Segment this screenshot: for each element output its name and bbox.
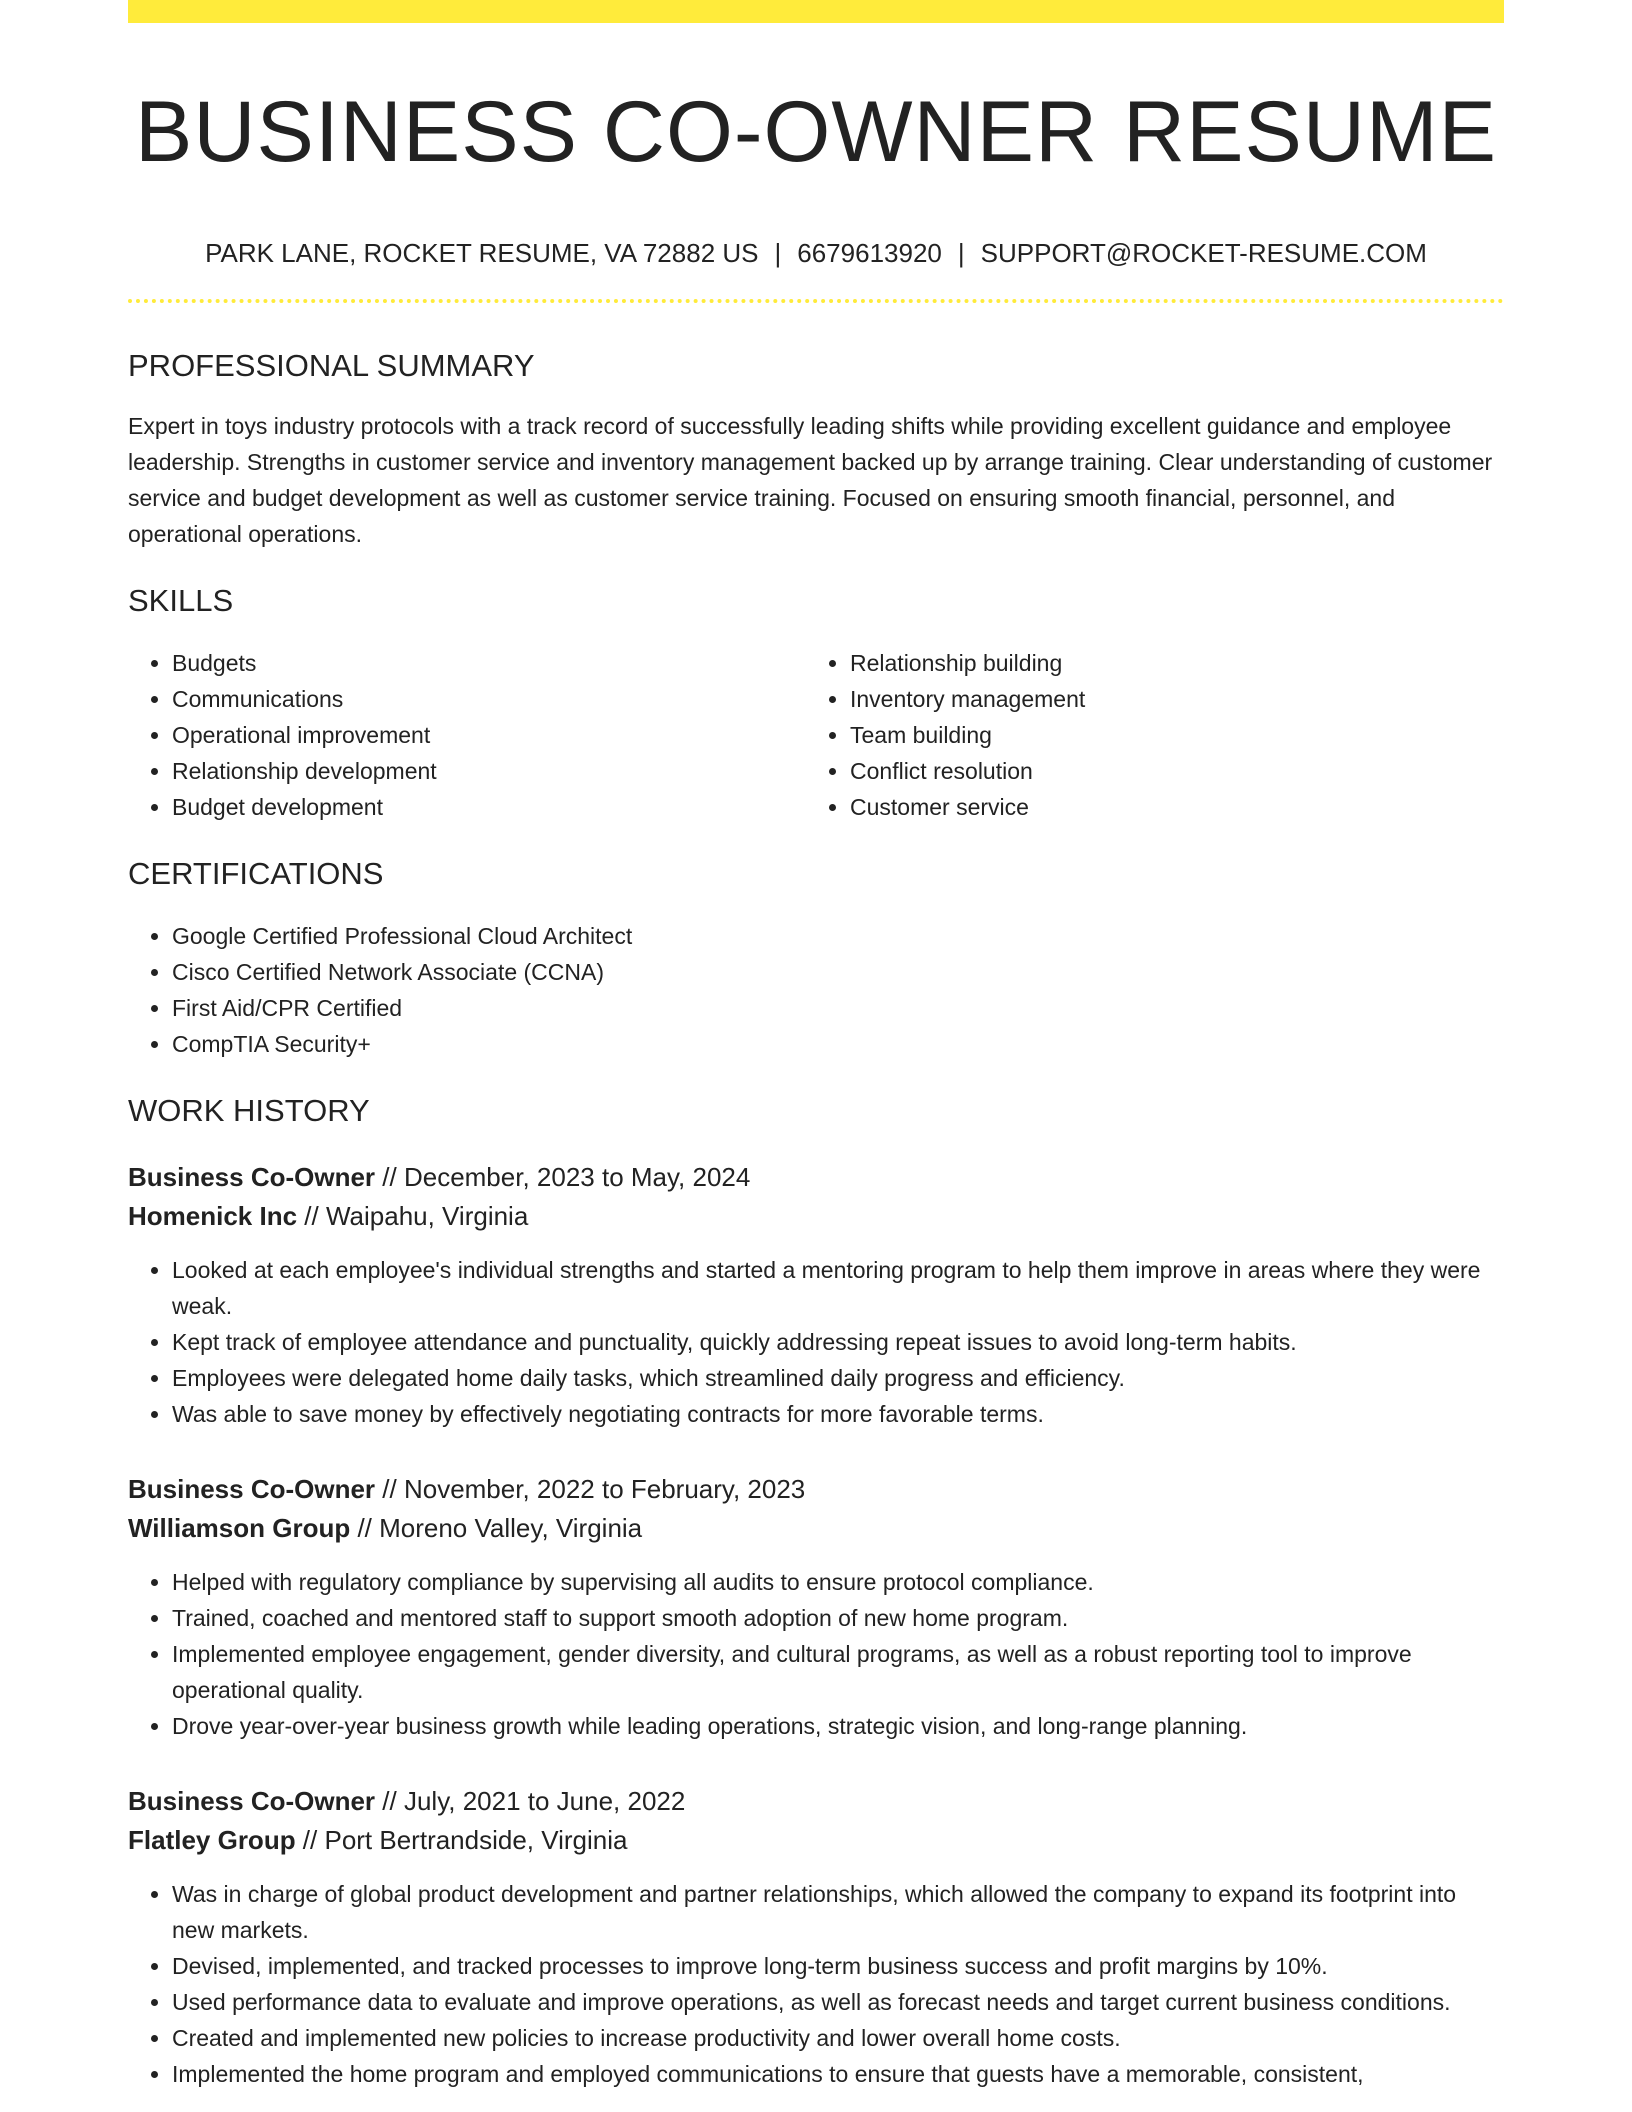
skill-item: • Conflict resolution	[850, 753, 1484, 789]
job-dates: // July, 2021 to June, 2022	[375, 1785, 686, 1816]
resume-page	[128, 0, 1504, 2092]
job-role: Business Co-Owner	[128, 1161, 376, 1192]
contact-email: SUPPORT@ROCKET-RESUME.COM	[980, 237, 1427, 268]
job-dates: // November, 2022 to February, 2023	[375, 1473, 806, 1504]
job-company: Williamson Group	[128, 1512, 351, 1543]
dotted-divider	[128, 299, 1504, 303]
contact-line	[128, 238, 1504, 269]
job-role: Business Co-Owner	[128, 1785, 376, 1816]
resume-title: BUSINESS CO-OWNER RESUME	[135, 84, 1497, 180]
job-bullet: • Helped with regulatory compliance by supervising all audits to ensure protocol compliance.	[172, 1564, 1504, 1600]
contact-phone: 6679613920	[797, 237, 942, 268]
skill-item: • Relationship development	[172, 753, 806, 789]
job-bullets	[128, 1564, 1504, 1744]
job-entry	[128, 1158, 1504, 1432]
job-bullet: • Created and implemented new policies to increase productivity and lower overall home costs.	[172, 2020, 1504, 2056]
summary-heading: PROFESSIONAL SUMMARY	[128, 347, 535, 383]
job-role-line	[128, 1782, 1504, 1821]
job-company-line	[128, 1509, 1504, 1548]
job-role-line	[128, 1158, 1504, 1197]
job-bullets	[128, 1876, 1504, 2092]
skill-item: • Team building	[850, 717, 1484, 753]
job-bullet: • Employees were delegated home daily tasks, which streamlined daily progress and efficiency.	[172, 1360, 1504, 1396]
skills-list-left	[128, 645, 806, 825]
skills-list-right	[806, 645, 1484, 825]
job-entry	[128, 1470, 1504, 1744]
job-bullet: • Used performance data to evaluate and improve operations, as well as forecast needs and target current business conditions.	[172, 1984, 1504, 2020]
job-role: Business Co-Owner	[128, 1473, 376, 1504]
job-entry	[128, 1782, 1504, 2092]
job-bullets	[128, 1252, 1504, 1432]
job-bullet: • Drove year-over-year business growth while leading operations, strategic vision, and long-range planning.	[172, 1708, 1504, 1744]
job-company-line	[128, 1821, 1504, 1860]
job-bullet: • Looked at each employee's individual strengths and started a mentoring program to help them improve in areas where they were weak.	[172, 1252, 1504, 1324]
summary-text: Expert in toys industry protocols with a track record of successfully leading shifts while providing excellent guidance and employee leadership. Strengths in customer service and inventory management backed up by arrange training. Clear understanding of customer service and budget development as well as customer service training. Focused on ensuring smooth financial, personnel, and operational operations.	[128, 412, 1493, 547]
job-company-line	[128, 1197, 1504, 1236]
skill-item: • Budget development	[172, 789, 806, 825]
skill-item: • Communications	[172, 681, 806, 717]
work-history-heading: WORK HISTORY	[128, 1093, 370, 1129]
skills-columns	[128, 645, 1504, 825]
certification-item: • First Aid/CPR Certified	[172, 990, 1504, 1026]
job-bullet: • Was able to save money by effectively negotiating contracts for more favorable terms.	[172, 1396, 1504, 1432]
job-bullet: • Devised, implemented, and tracked processes to improve long-term business success and profit margins by 10%.	[172, 1948, 1504, 1984]
job-location: // Waipahu, Virginia	[297, 1200, 529, 1231]
job-bullet: • Implemented the home program and employed communications to ensure that guests have a memorable, consistent,	[172, 2056, 1504, 2092]
contact-address: PARK LANE, ROCKET RESUME, VA 72882 US	[205, 237, 759, 268]
job-bullet: • Was in charge of global product development and partner relationships, which allowed the company to expand its footprint into new markets.	[172, 1876, 1504, 1948]
certifications-heading: CERTIFICATIONS	[128, 856, 384, 892]
job-company: Homenick Inc	[128, 1200, 298, 1231]
certification-item: • CompTIA Security+	[172, 1026, 1504, 1062]
certifications-list	[128, 918, 1504, 1062]
certification-item: • Cisco Certified Network Associate (CCNA)	[172, 954, 1504, 990]
job-location: // Moreno Valley, Virginia	[350, 1512, 643, 1543]
skill-item: • Relationship building	[850, 645, 1484, 681]
job-bullet: • Kept track of employee attendance and punctuality, quickly addressing repeat issues to avoid long-term habits.	[172, 1324, 1504, 1360]
job-role-line	[128, 1470, 1504, 1509]
skill-item: • Operational improvement	[172, 717, 806, 753]
accent-bar	[128, 0, 1504, 23]
job-dates: // December, 2023 to May, 2024	[375, 1161, 751, 1192]
job-company: Flatley Group	[128, 1824, 296, 1855]
job-bullet: • Trained, coached and mentored staff to support smooth adoption of new home program.	[172, 1600, 1504, 1636]
certification-item: • Google Certified Professional Cloud Architect	[172, 918, 1504, 954]
contact-separator: |	[774, 237, 782, 268]
job-bullet: • Implemented employee engagement, gender diversity, and cultural programs, as well as a robust reporting tool to improve operational quality.	[172, 1636, 1504, 1708]
skill-item: • Budgets	[172, 645, 806, 681]
skills-heading: SKILLS	[128, 582, 234, 618]
job-location: // Port Bertrandside, Virginia	[295, 1824, 628, 1855]
skill-item: • Customer service	[850, 789, 1484, 825]
contact-separator: |	[957, 237, 965, 268]
skill-item: • Inventory management	[850, 681, 1484, 717]
